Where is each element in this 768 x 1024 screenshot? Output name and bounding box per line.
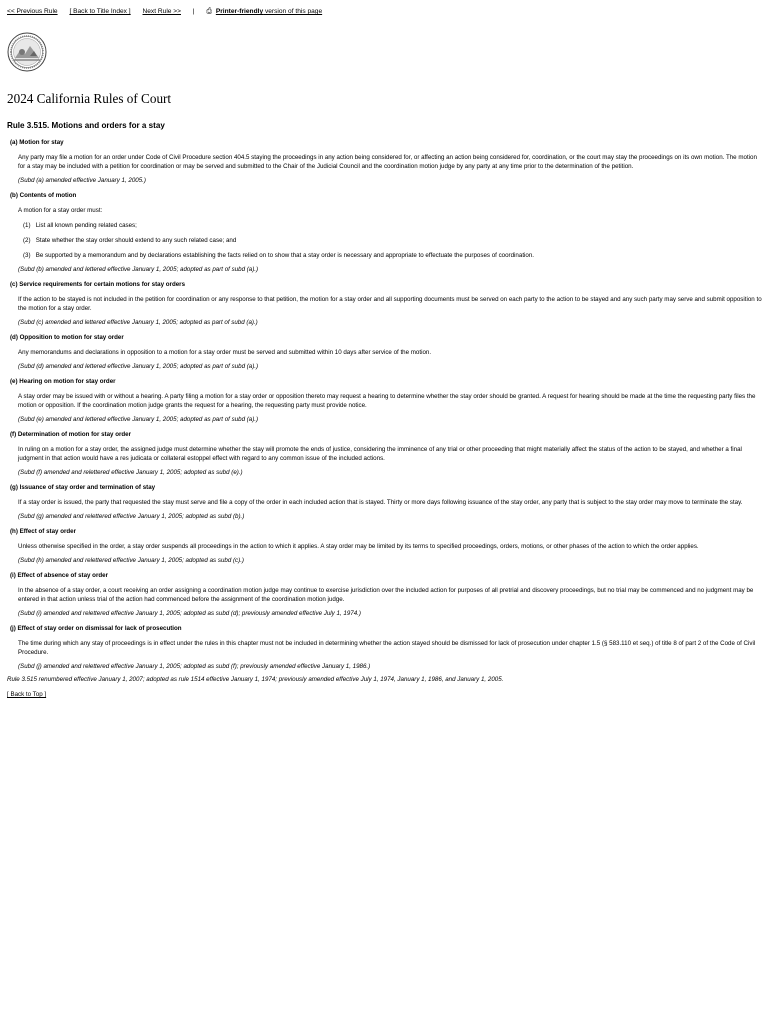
section-text: In the absence of a stay order, a court receiving an order assigning a coordination motion judge may continue to exercise jurisdiction over the included action for purposes of all pretrial and discovery proceedings, but no trial may be commenced and no judgment may be entered in that action unless trial of the action had commenced before the assignment of the coordination motion judge. (18, 587, 754, 603)
section-heading: (b) Contents of motion (10, 192, 77, 199)
section-intro: A motion for a stay order must: (18, 207, 103, 214)
section-heading: (a) Motion for stay (10, 139, 64, 146)
list-item-text: State whether the stay order should extend to any such related case; and (35, 237, 237, 244)
section-h (7, 527, 765, 565)
rule-content (7, 136, 765, 699)
section-heading: (e) Hearing on motion for stay order (10, 378, 116, 385)
section-heading: (j) Effect of stay order on dismissal for lack of prosecution (10, 625, 182, 632)
section-heading: (d) Opposition to motion for stay order (10, 334, 124, 341)
section-history: (Subd (e) amended and lettered effective January 1, 2005; adopted as part of subd (a).) (18, 416, 259, 423)
section-text: Unless otherwise specified in the order, a stay order suspends all proceedings in the action to which it applies. A stay order may be limited by its terms to specified proceedings, orders, motions, or other phases of the action to which the order applies. (18, 543, 699, 550)
section-text: If a stay order is issued, the party that requested the stay must serve and file a copy of the order in each included action that is stayed. Thirty or more days following issuance of the stay order, any party that is subject to the stay order may move to terminate the stay. (18, 499, 743, 506)
printer-friendly-link[interactable] (216, 8, 322, 15)
section-d (7, 333, 765, 371)
section-history: (Subd (f) amended and relettered effective January 1, 2005; adopted as subd (e).) (18, 469, 243, 476)
section-history: (Subd (a) amended effective January 1, 2005.) (18, 177, 146, 184)
california-seal-icon (7, 32, 47, 72)
section-a (7, 138, 765, 185)
section-history: (Subd (b) amended and lettered effective January 1, 2005; adopted as part of subd (a).) (18, 266, 259, 273)
section-history: (Subd (d) amended and lettered effective January 1, 2005; adopted as part of subd (a).) (18, 363, 259, 370)
section-heading: (g) Issuance of stay order and termination of stay (10, 484, 156, 491)
printer-friendly-suffix: version of this page (263, 8, 323, 15)
list-item-number: (3) (23, 252, 31, 259)
section-text: The time during which any stay of proceedings is in effect under the rules in this chapter must not be included in determining whether the action stayed should be dismissed for lack of prosecution under chapter 1.5 (§ 583.110 et seq.) of title 8 of part 2 of the Code of Civil Procedure. (18, 640, 756, 656)
next-rule-link[interactable]: Next Rule >> (142, 8, 181, 15)
section-history: (Subd (c) amended and lettered effective January 1, 2005; adopted as part of subd (a).) (18, 319, 258, 326)
section-b (7, 191, 765, 274)
list-item-text: Be supported by a memorandum and by declarations establishing the facts relied on to show that a stay order is necessary and appropriate to effectuate the purposes of coordination. (35, 252, 535, 259)
list-item (23, 251, 765, 260)
rule-history: Rule 3.515 renumbered effective January 1, 2007; adopted as rule 1514 effective January 1, 1974; previously amended effective July 1, 1974, January 1, 1986, and January 1, 2005. (7, 676, 504, 683)
section-text: If the action to be stayed is not included in the petition for coordination or any response to that petition, the motion for a stay order and all supporting documents must be served on each party to the action to be stayed and any such party may serve and submit opposition to the motion for a stay order. (18, 296, 762, 312)
previous-rule-link[interactable]: << Previous Rule (7, 8, 58, 15)
section-f (7, 430, 765, 477)
page-title: 2024 California Rules of Court (7, 91, 172, 106)
list-item (23, 221, 765, 230)
section-heading: (c) Service requirements for certain motions for stay orders (10, 281, 186, 288)
section-e (7, 377, 765, 424)
section-heading: (f) Determination of motion for stay order (10, 431, 132, 438)
section-heading: (i) Effect of absence of stay order (10, 572, 108, 579)
section-i (7, 571, 765, 618)
section-g (7, 483, 765, 521)
back-to-title-index-link[interactable]: [ Back to Title Index ] (69, 8, 131, 15)
rule-title: Rule 3.515. Motions and orders for a stay (7, 121, 165, 130)
printer-icon[interactable]: ⎙ (206, 8, 212, 15)
list-item-number: (2) (23, 237, 31, 244)
section-j (7, 624, 765, 671)
section-text: In ruling on a motion for a stay order, the assigned judge must determine whether the stay will promote the ends of justice, considering the imminence of any trial or other proceeding that might materially affect the status of the action to be stayed, and whether a final judgment in that action would have a res judicata or collateral estoppel effect with regard to any common issue of the included actions. (18, 446, 742, 462)
top-navigation (7, 8, 322, 16)
section-text: Any party may file a motion for an order under Code of Civil Procedure section 404.5 staying the proceedings in any action being considered for, or affecting an action being considered for, coordination, or the court may stay the proceedings on its own motion. The motion for a stay may be included with a petition for coordination or may be served and submitted to the Chair of the Judicial Council and the coordination motion judge by any party at any time prior to the determination of the petition. (18, 154, 757, 170)
section-c (7, 280, 765, 327)
back-to-top (7, 690, 765, 699)
section-history: (Subd (i) amended and relettered effective January 1, 2005; adopted as subd (d); previously amended effective July 1, 1974.) (18, 610, 361, 617)
section-history: (Subd (h) amended and relettered effective January 1, 2005; adopted as subd (c).) (18, 557, 244, 564)
printer-friendly-label: Printer-friendly (215, 8, 264, 15)
nav-separator: | (192, 8, 195, 15)
section-heading: (h) Effect of stay order (10, 528, 77, 535)
section-text: A stay order may be issued with or without a hearing. A party filing a motion for a stay order or opposition thereto may request a hearing to determine whether the stay order should be granted. A request for hearing should be made at the time the requesting party files the motion or opposition. If the coordination motion judge grants the request for a hearing, the requesting party must provide notice. (18, 393, 756, 409)
list-item (23, 236, 765, 245)
section-history: (Subd (j) amended and relettered effective January 1, 2005; adopted as subd (f); previously amended effective January 1, 1986.) (18, 663, 371, 670)
back-to-top-link[interactable]: [ Back to Top ] (7, 691, 47, 698)
list-item-text: List all known pending related cases; (35, 222, 137, 229)
section-history: (Subd (g) amended and relettered effective January 1, 2005; adopted as subd (b).) (18, 513, 245, 520)
section-text: Any memorandums and declarations in opposition to a motion for a stay order must be served and submitted within 10 days after service of the motion. (18, 349, 432, 356)
list-item-number: (1) (23, 222, 31, 229)
